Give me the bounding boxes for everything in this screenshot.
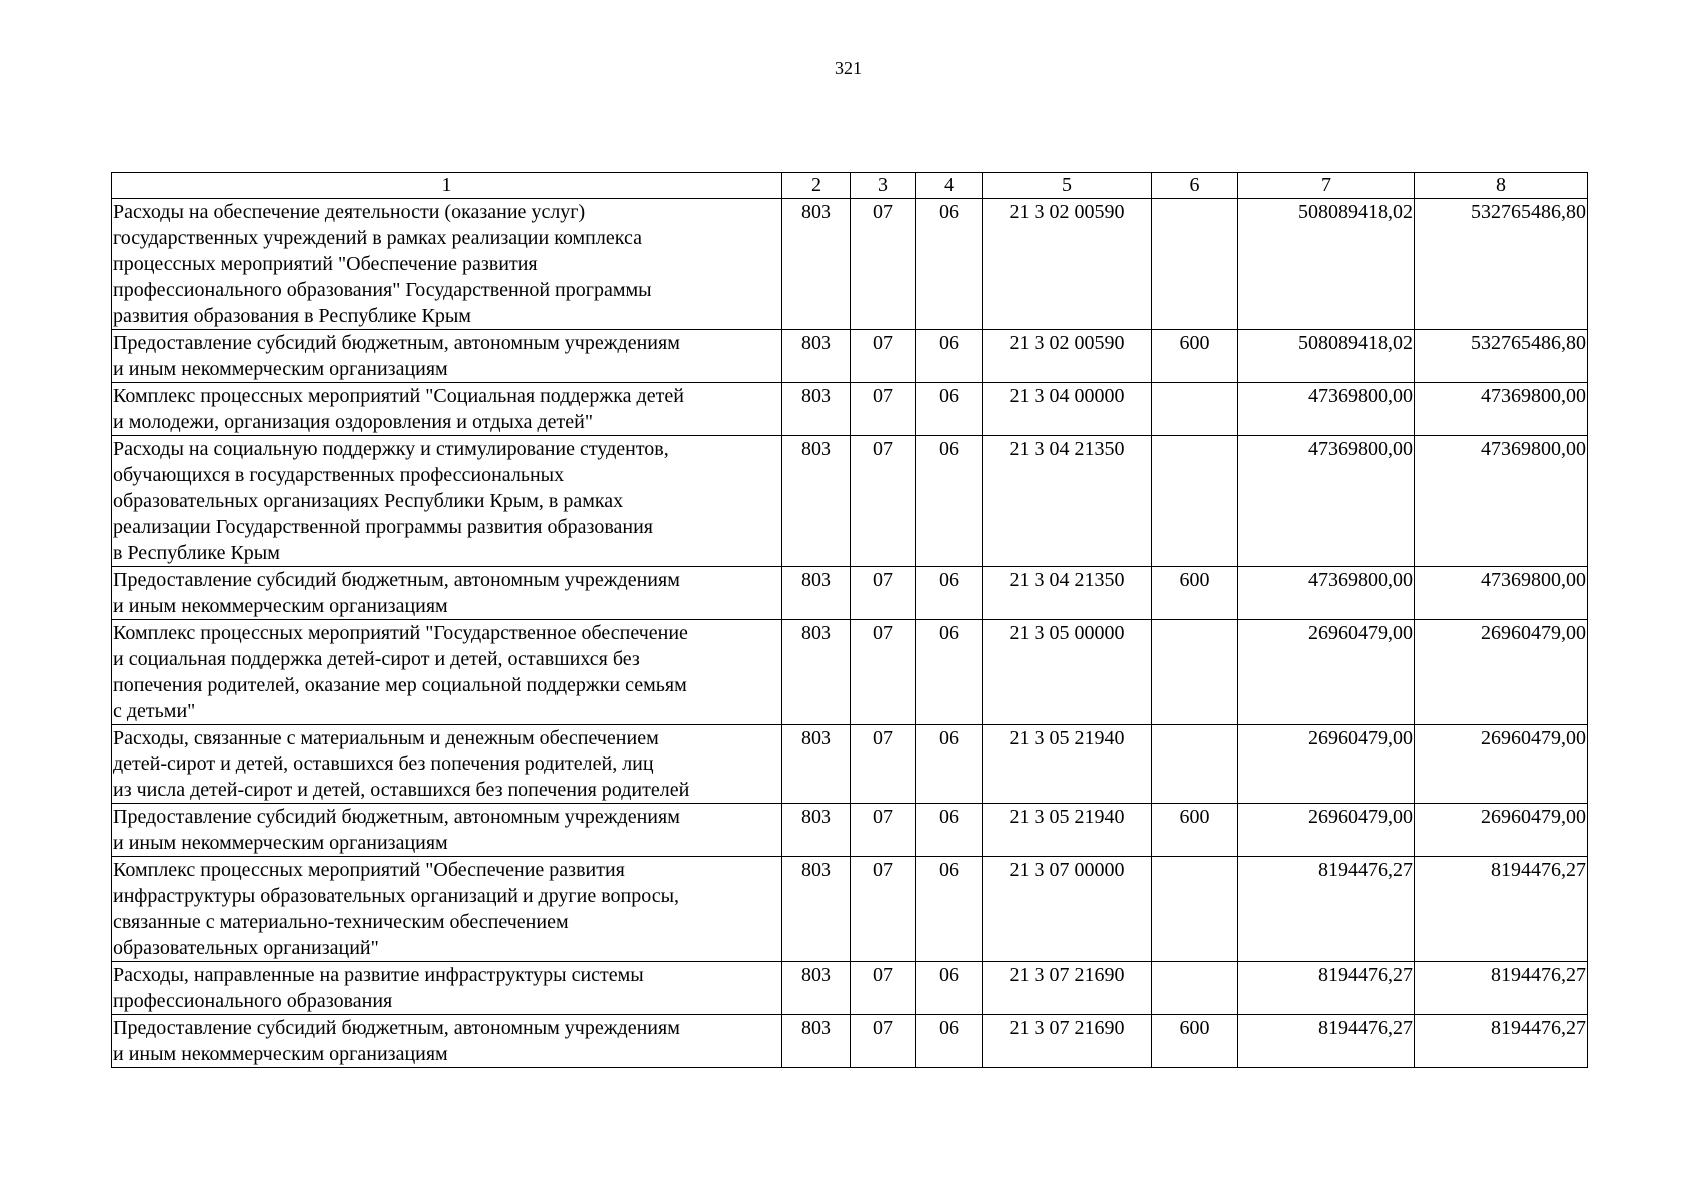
target-article-code: 21 3 02 00590 <box>983 330 1152 383</box>
amount-col8: 8194476,27 <box>1415 962 1588 1015</box>
subsection-code: 06 <box>916 383 983 436</box>
target-article-code: 21 3 07 00000 <box>983 857 1152 962</box>
subsection-code: 06 <box>916 330 983 383</box>
expense-name: Расходы, направленные на развитие инфраструктуры системы профессионального образования <box>112 962 782 1015</box>
table-row <box>112 383 1588 436</box>
subsection-code: 06 <box>916 1015 983 1068</box>
section-code: 07 <box>851 1015 916 1068</box>
target-article-code: 21 3 05 00000 <box>983 620 1152 725</box>
amount-col8: 532765486,80 <box>1415 330 1588 383</box>
page-number: 321 <box>835 58 862 78</box>
table-row <box>112 330 1588 383</box>
column-header: 5 <box>983 173 1152 199</box>
subsection-code: 06 <box>916 436 983 567</box>
table-row <box>112 436 1588 567</box>
section-code: 07 <box>851 804 916 857</box>
ministry-code: 803 <box>782 857 851 962</box>
amount-col7: 26960479,00 <box>1238 725 1415 804</box>
amount-col7: 26960479,00 <box>1238 620 1415 725</box>
section-code: 07 <box>851 725 916 804</box>
expense-name: Предоставление субсидий бюджетным, автономным учреждениям и иным некоммерческим организациям <box>112 804 782 857</box>
target-article-code: 21 3 04 21350 <box>983 436 1152 567</box>
target-article-code: 21 3 05 21940 <box>983 725 1152 804</box>
target-article-code: 21 3 02 00590 <box>983 199 1152 330</box>
expense-name: Предоставление субсидий бюджетным, автономным учреждениям и иным некоммерческим организациям <box>112 567 782 620</box>
column-header: 8 <box>1415 173 1588 199</box>
column-header: 1 <box>112 173 782 199</box>
target-article-code: 21 3 07 21690 <box>983 1015 1152 1068</box>
section-code: 07 <box>851 383 916 436</box>
amount-col7: 8194476,27 <box>1238 1015 1415 1068</box>
expense-name: Расходы, связанные с материальным и денежным обеспечением детей-сирот и детей, оставшихся без попечения родителей, лиц из числа детей-сирот и детей, оставшихся без попечения родителей <box>112 725 782 804</box>
amount-col7: 47369800,00 <box>1238 436 1415 567</box>
amount-col8: 8194476,27 <box>1415 857 1588 962</box>
amount-col8: 47369800,00 <box>1415 567 1588 620</box>
section-code: 07 <box>851 620 916 725</box>
amount-col7: 47369800,00 <box>1238 567 1415 620</box>
amount-col7: 508089418,02 <box>1238 199 1415 330</box>
column-header: 2 <box>782 173 851 199</box>
column-header: 6 <box>1152 173 1238 199</box>
amount-col8: 26960479,00 <box>1415 725 1588 804</box>
ministry-code: 803 <box>782 804 851 857</box>
section-code: 07 <box>851 330 916 383</box>
amount-col7: 8194476,27 <box>1238 857 1415 962</box>
section-code: 07 <box>851 857 916 962</box>
expense-type-code <box>1152 383 1238 436</box>
subsection-code: 06 <box>916 567 983 620</box>
expense-type-code: 600 <box>1152 330 1238 383</box>
expense-type-code: 600 <box>1152 1015 1238 1068</box>
column-header: 3 <box>851 173 916 199</box>
section-code: 07 <box>851 199 916 330</box>
expense-type-code <box>1152 725 1238 804</box>
target-article-code: 21 3 07 21690 <box>983 962 1152 1015</box>
table-row <box>112 620 1588 725</box>
expense-type-code <box>1152 620 1238 725</box>
ministry-code: 803 <box>782 330 851 383</box>
amount-col8: 47369800,00 <box>1415 383 1588 436</box>
amount-col8: 47369800,00 <box>1415 436 1588 567</box>
expense-name: Комплекс процессных мероприятий "Социальная поддержка детей и молодежи, организация оздоровления и отдыха детей" <box>112 383 782 436</box>
target-article-code: 21 3 05 21940 <box>983 804 1152 857</box>
expense-name: Комплекс процессных мероприятий "Обеспечение развития инфраструктуры образовательных организаций и другие вопросы, связанные с материально-техническим обеспечением образовательных организаций" <box>112 857 782 962</box>
amount-col8: 26960479,00 <box>1415 620 1588 725</box>
amount-col7: 508089418,02 <box>1238 330 1415 383</box>
section-code: 07 <box>851 436 916 567</box>
expense-type-code <box>1152 436 1238 567</box>
subsection-code: 06 <box>916 804 983 857</box>
table-row <box>112 804 1588 857</box>
column-header: 7 <box>1238 173 1415 199</box>
section-code: 07 <box>851 567 916 620</box>
expense-name: Расходы на обеспечение деятельности (оказание услуг) государственных учреждений в рамках реализации комплекса процессных мероприятий "Обеспечение развития профессионального образования" Государственной программы развития образования в Республике Крым <box>112 199 782 330</box>
expense-type-code <box>1152 962 1238 1015</box>
budget-table <box>111 172 1588 1068</box>
table-row <box>112 725 1588 804</box>
table-row <box>112 199 1588 330</box>
table-row <box>112 1015 1588 1068</box>
amount-col7: 8194476,27 <box>1238 962 1415 1015</box>
amount-col8: 26960479,00 <box>1415 804 1588 857</box>
ministry-code: 803 <box>782 962 851 1015</box>
expense-type-code: 600 <box>1152 567 1238 620</box>
amount-col7: 26960479,00 <box>1238 804 1415 857</box>
expense-name: Комплекс процессных мероприятий "Государственное обеспечение и социальная поддержка детей-сирот и детей, оставшихся без попечения родителей, оказание мер социальной поддержки семьям с детьми" <box>112 620 782 725</box>
amount-col8: 532765486,80 <box>1415 199 1588 330</box>
subsection-code: 06 <box>916 199 983 330</box>
amount-col8: 8194476,27 <box>1415 1015 1588 1068</box>
ministry-code: 803 <box>782 567 851 620</box>
target-article-code: 21 3 04 00000 <box>983 383 1152 436</box>
ministry-code: 803 <box>782 725 851 804</box>
ministry-code: 803 <box>782 383 851 436</box>
ministry-code: 803 <box>782 620 851 725</box>
expense-type-code <box>1152 199 1238 330</box>
column-header: 4 <box>916 173 983 199</box>
expense-name: Предоставление субсидий бюджетным, автономным учреждениям и иным некоммерческим организациям <box>112 330 782 383</box>
ministry-code: 803 <box>782 199 851 330</box>
ministry-code: 803 <box>782 436 851 567</box>
subsection-code: 06 <box>916 620 983 725</box>
subsection-code: 06 <box>916 857 983 962</box>
section-code: 07 <box>851 962 916 1015</box>
ministry-code: 803 <box>782 1015 851 1068</box>
amount-col7: 47369800,00 <box>1238 383 1415 436</box>
expense-type-code: 600 <box>1152 804 1238 857</box>
subsection-code: 06 <box>916 725 983 804</box>
table-row <box>112 567 1588 620</box>
expense-type-code <box>1152 857 1238 962</box>
expense-name: Расходы на социальную поддержку и стимулирование студентов, обучающихся в государственных профессиональных образовательных организациях Республики Крым, в рамках реализации Государственной программы развития образования в Республике Крым <box>112 436 782 567</box>
table-row <box>112 857 1588 962</box>
expense-name: Предоставление субсидий бюджетным, автономным учреждениям и иным некоммерческим организациям <box>112 1015 782 1068</box>
subsection-code: 06 <box>916 962 983 1015</box>
table-row <box>112 962 1588 1015</box>
header-row <box>112 173 1588 199</box>
target-article-code: 21 3 04 21350 <box>983 567 1152 620</box>
